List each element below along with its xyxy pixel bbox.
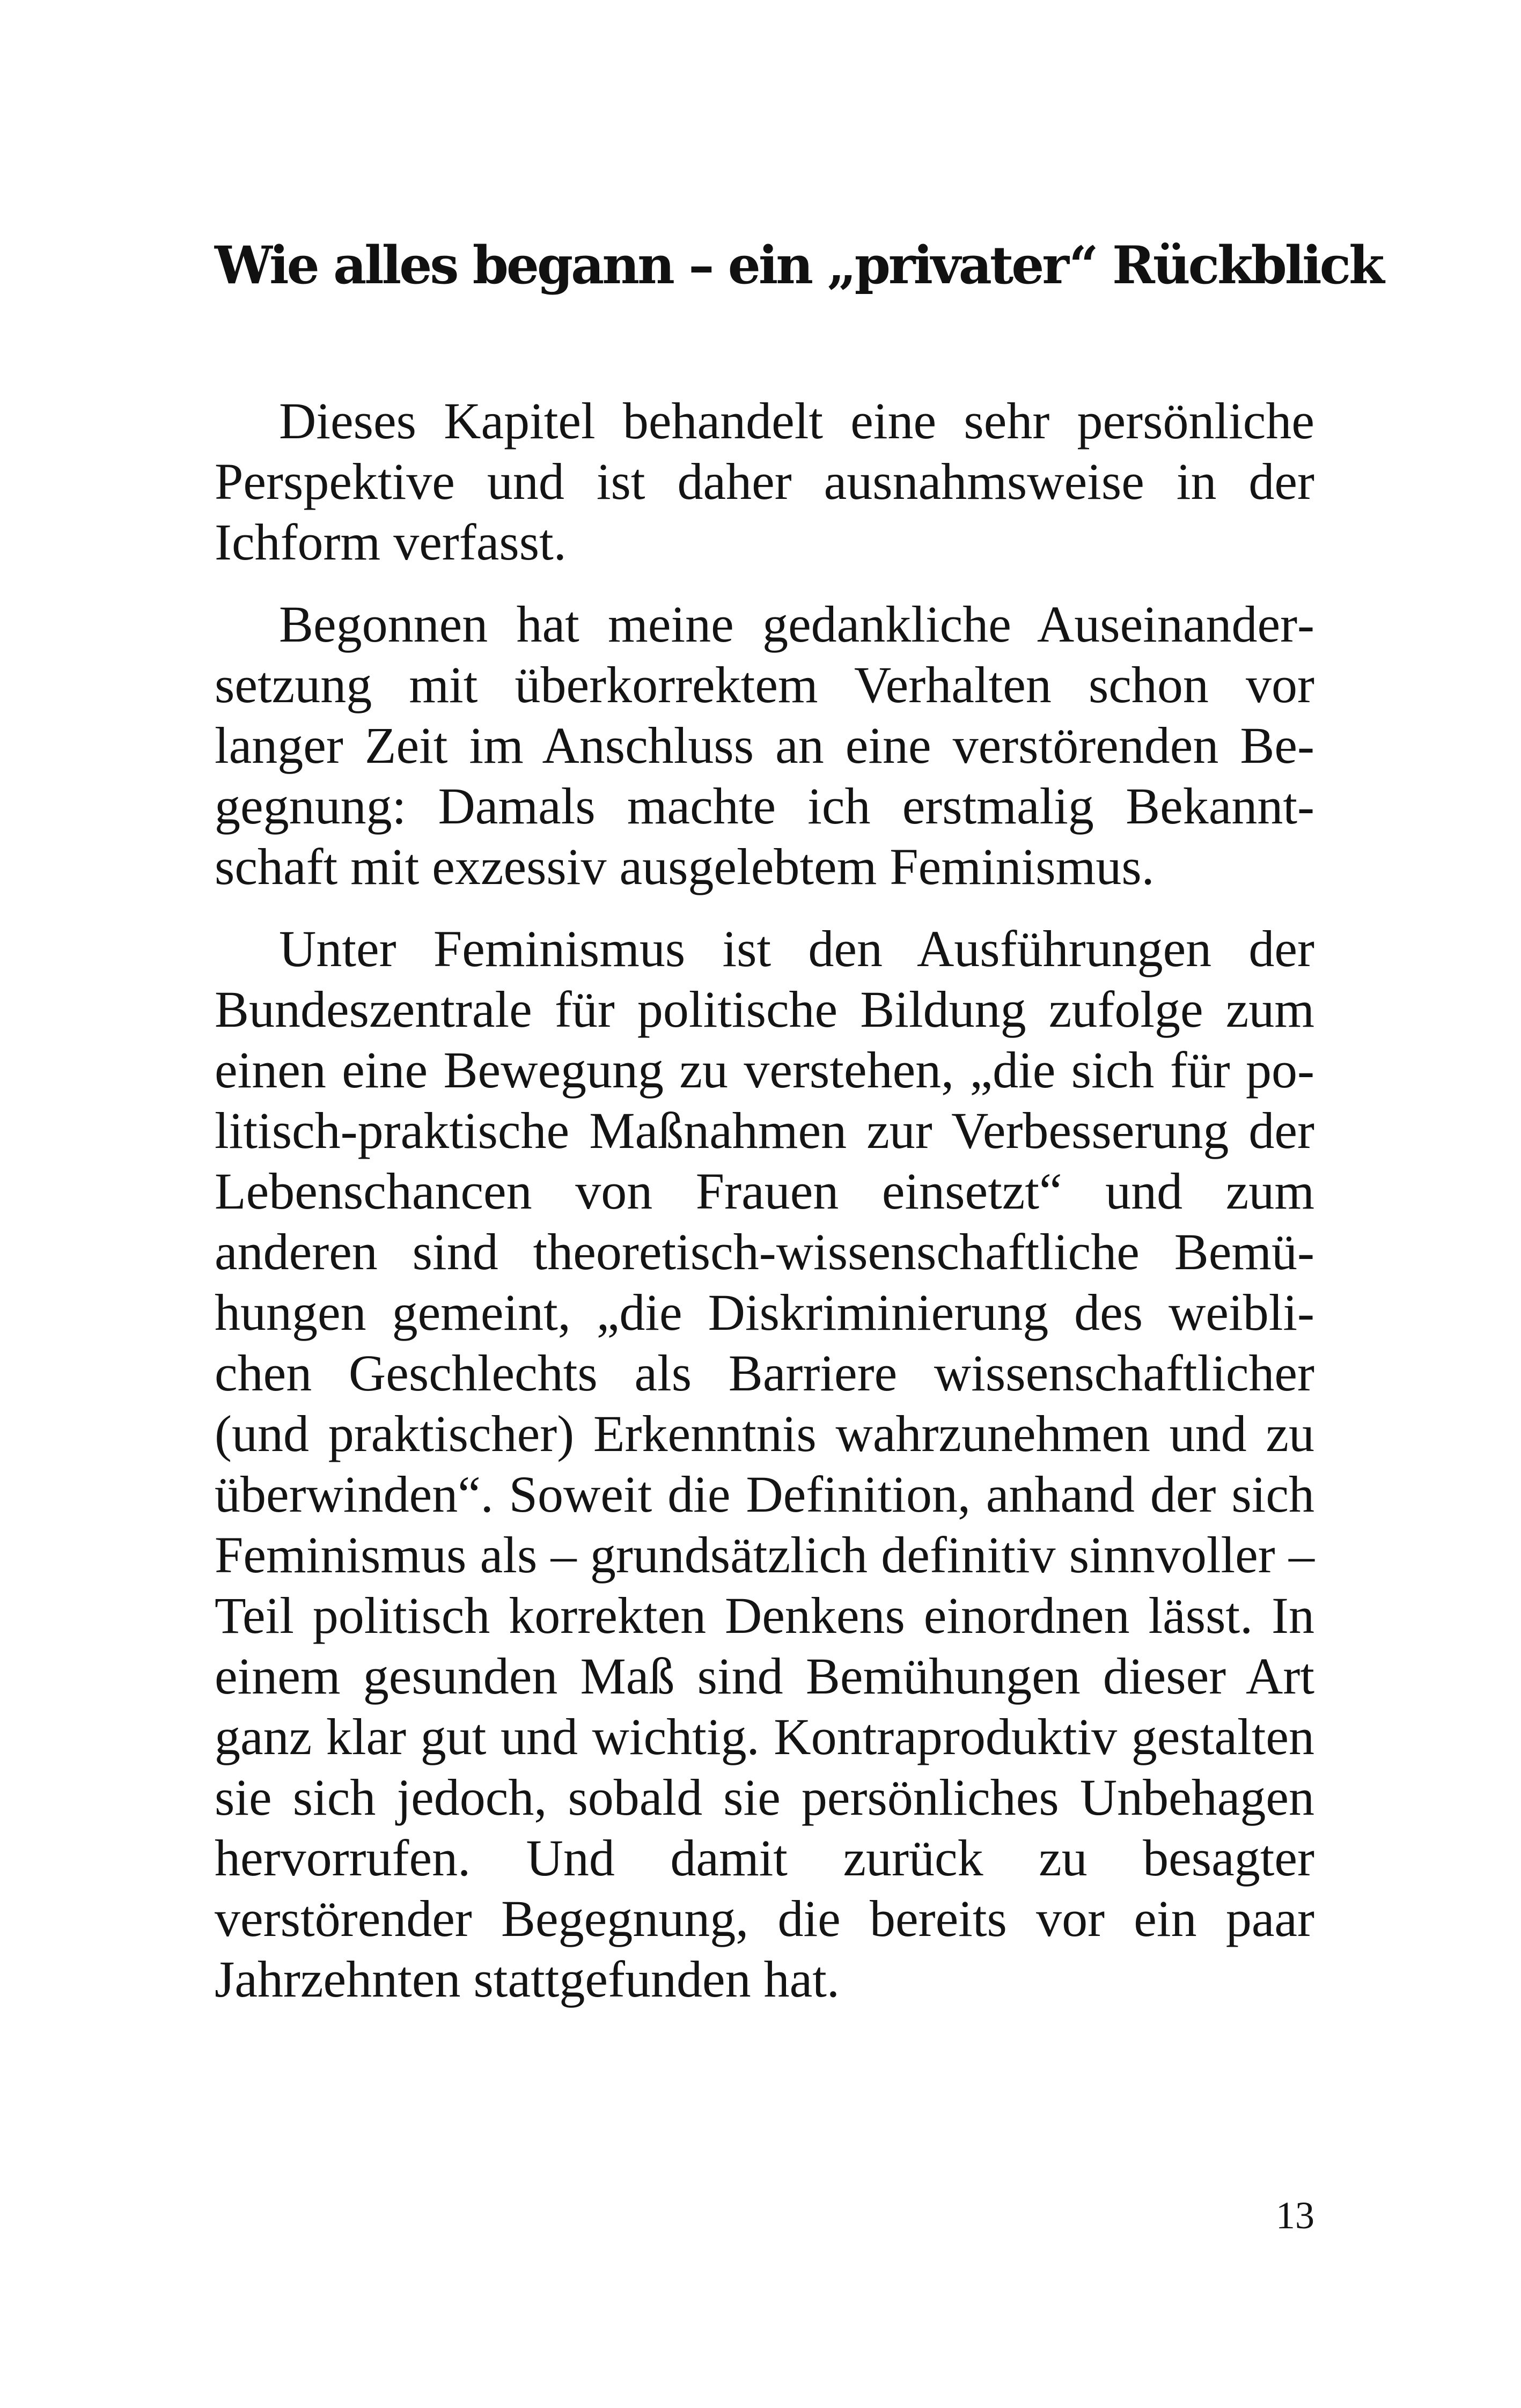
paragraph-intro: Dieses Kapitel behandelt eine sehr persönliche Perspektive und ist daher ausnahmsweise in der Ichform verfasst. [215,392,1314,571]
paragraph-beginning: Begonnen hat meine gedankliche Auseinandersetzung mit überkorrektem Verhalten schon vor langer Zeit im Anschluss an eine verstörenden Begegnung: Damals machte ich erstmalig Bekanntschaft mit exzessiv ausgelebtem Feminismus. [215,595,1314,895]
chapter-body [215,391,1314,2009]
paragraph-feminism-definition: Unter Feminismus ist den Ausführungen der Bundeszentrale für politische Bildung zufolge zum einen eine Bewegung zu verstehen, „die sich für politisch-praktische Maßnahmen zur Verbesserung der Lebenschancen von Frauen einsetzt“ und zum anderen sind theoretisch-wissenschaftliche Bemühungen gemeint, „die Diskriminierung des weiblichen Geschlechts als Barriere wissenschaftlicher (und praktischer) Erkenntnis wahrzunehmen und zu überwinden“. Soweit die Definition, anhand der sich Feminismus als – grundsätzlich definitiv sinnvoller – Teil politisch korrekten Denkens einordnen lässt. In einem gesunden Maß sind Bemühungen dieser Art ganz klar gut und wichtig. Kontraproduktiv gestalten sie sich jedoch, sobald sie persönliches Unbehagen hervorrufen. Und damit zurück zu besagter verstörender Begegnung, die bereits vor ein paar Jahrzehnten stattgefunden hat. [215,920,1314,2008]
chapter-title: Wie alles begann – ein „privater“ Rückblick [215,235,1383,296]
page-number: 13 [1276,2194,1314,2237]
